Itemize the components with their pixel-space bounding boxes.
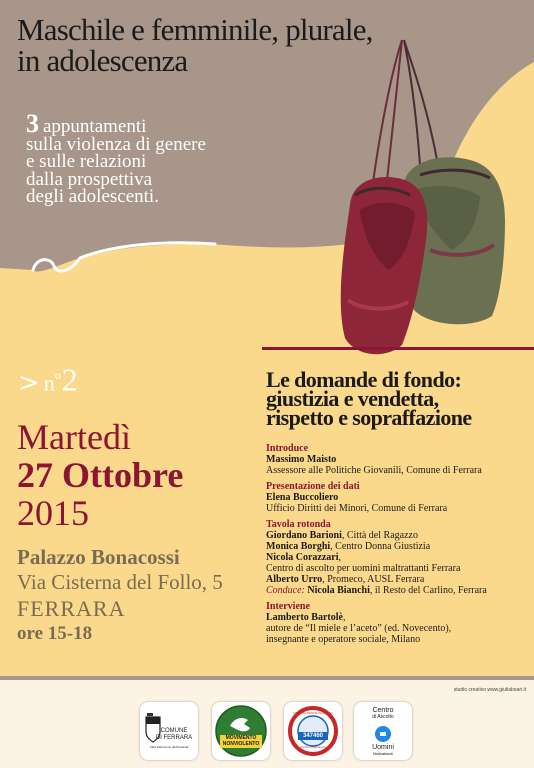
panelist-1-name: Giordano Barioni [266, 530, 342, 541]
date-day-month: 27 Ottobre [17, 455, 184, 495]
logo-centro-donna-giustizia [284, 702, 342, 760]
introduce-name: Massimo Maisto [266, 454, 337, 465]
subtitle [26, 109, 271, 207]
venue-address: Via Cisterna del Follo, 5 [17, 570, 223, 594]
centro-ascolto-line-1: Centro [372, 707, 394, 714]
topic-line-2: giustizia e vendetta, [266, 386, 439, 411]
panelist-4-org: , Promeco, AUSL Ferrara [322, 574, 425, 585]
centro-donna-line-1: CENTRO DONNA GIUSTIZIA [293, 711, 333, 715]
panelist-2 [266, 541, 534, 552]
event-date [17, 418, 183, 532]
episode-degree: o [54, 368, 61, 382]
centro-donna-line-3: Centro Antiviolenza [300, 745, 326, 749]
panelist-2-org: , Centro Donna Giustizia [330, 541, 431, 552]
subtitle-line-1: appuntamenti [43, 116, 147, 137]
episode-prefix: n [43, 370, 55, 396]
movimento-line-1: MOVIMENTO [225, 735, 257, 741]
logo-movimento-nonviolento [212, 702, 270, 760]
episode-number [18, 359, 78, 400]
panelist-2-name: Monica Borghi [266, 541, 331, 552]
presentazione-name: Elena Buccoliero [266, 492, 339, 503]
venue-time: ore 15-18 [17, 623, 93, 644]
panelist-1 [266, 530, 534, 541]
interviene-speaker [266, 612, 534, 623]
panelist-3-org: , [338, 552, 341, 563]
topic-heading [266, 367, 534, 430]
subtitle-line-2: sulla violenza di genere [26, 133, 206, 155]
section-introduce [266, 443, 534, 476]
panelist-3 [266, 552, 534, 563]
chevron-right-icon: > [18, 367, 40, 398]
centro-donna-line-2: 347460 [302, 733, 324, 739]
centro-ascolto-line-2: di Ascolto [372, 714, 394, 720]
interviene-line-3: insegnante e operatore sociale, Milano [266, 634, 421, 645]
subtitle-line-4: dalla prospettiva [26, 168, 153, 190]
glove-left [341, 177, 428, 354]
moderator [266, 585, 534, 596]
event-venue [17, 545, 223, 646]
panelist-3-name: Nicola Corazzari [266, 552, 339, 563]
venue-city: FERRARA [17, 596, 126, 621]
venue-name: Palazzo Bonacossi [17, 545, 180, 569]
interviene-label: Interviene [266, 601, 310, 612]
episode-value: 2 [61, 361, 78, 398]
moderator-org: , il Resto del Carlino, Ferrara [369, 585, 487, 596]
panelist-1-org: , Città del Ragazzo [341, 530, 418, 541]
presentazione-role: Ufficio Diritti dei Minori, Comune di Ferrara [266, 503, 448, 514]
poster-title [17, 14, 517, 76]
interviene-name: Lamberto Bartolè [266, 612, 343, 623]
topic-divider [262, 347, 534, 350]
presentazione-label: Presentazione dei dati [266, 481, 360, 492]
interviene-line-2: autore de “Il miele e l’aceto” (ed. Novecento), [266, 623, 452, 634]
section-interviene [266, 601, 534, 645]
subtitle-line-3: e sulle relazioni [26, 151, 147, 172]
comune-line-3: Città Patrimonio dell'Umanità [149, 745, 189, 749]
section-presentazione [266, 481, 534, 514]
comune-line-2: DI FERRARA [155, 735, 193, 741]
moderator-name: Nicola Bianchi [307, 585, 370, 596]
centro-ascolto-line-4: Maltrattanti [373, 751, 393, 756]
comune-line-1: COMUNE [160, 728, 188, 734]
studio-credit: studio creativo www.giuliaboari.it [453, 687, 526, 693]
centro-ascolto-line-3: Uomini [372, 744, 394, 751]
panelist-4-name: Alberto Urro [266, 574, 323, 585]
subtitle-count: 3 [26, 109, 39, 138]
tavola-label: Tavola rotonda [266, 519, 331, 530]
date-weekday: Martedì [17, 417, 131, 457]
panelist-3-org-line: Centro di ascolto per uomini maltrattanti Ferrara [266, 563, 461, 574]
panelist-4 [266, 574, 534, 585]
program [266, 443, 534, 650]
logo-comune-ferrara [140, 702, 198, 760]
movimento-line-2: NONVIOLENTO [222, 741, 260, 747]
title-line-2: in adolescenza [17, 43, 188, 78]
introduce-role: Assessore alle Politiche Giovanili, Comune di Ferrara [266, 465, 482, 476]
topic-line-3: rispetto e sopraffazione [266, 405, 472, 430]
subtitle-line-5: degli adolescenti. [26, 186, 159, 207]
topic-line-1: Le domande di fondo: [266, 367, 462, 392]
introduce-label: Introduce [266, 443, 309, 454]
section-tavola-rotonda [266, 519, 534, 596]
nonviolence-emblem-icon [212, 702, 270, 760]
logo-centro-ascolto [354, 702, 412, 760]
interviene-suffix: , [342, 612, 346, 623]
title-line-1: Maschile e femminile, plurale, [17, 12, 373, 47]
date-year: 2015 [17, 493, 89, 533]
moderator-label: Conduce: [266, 585, 305, 596]
